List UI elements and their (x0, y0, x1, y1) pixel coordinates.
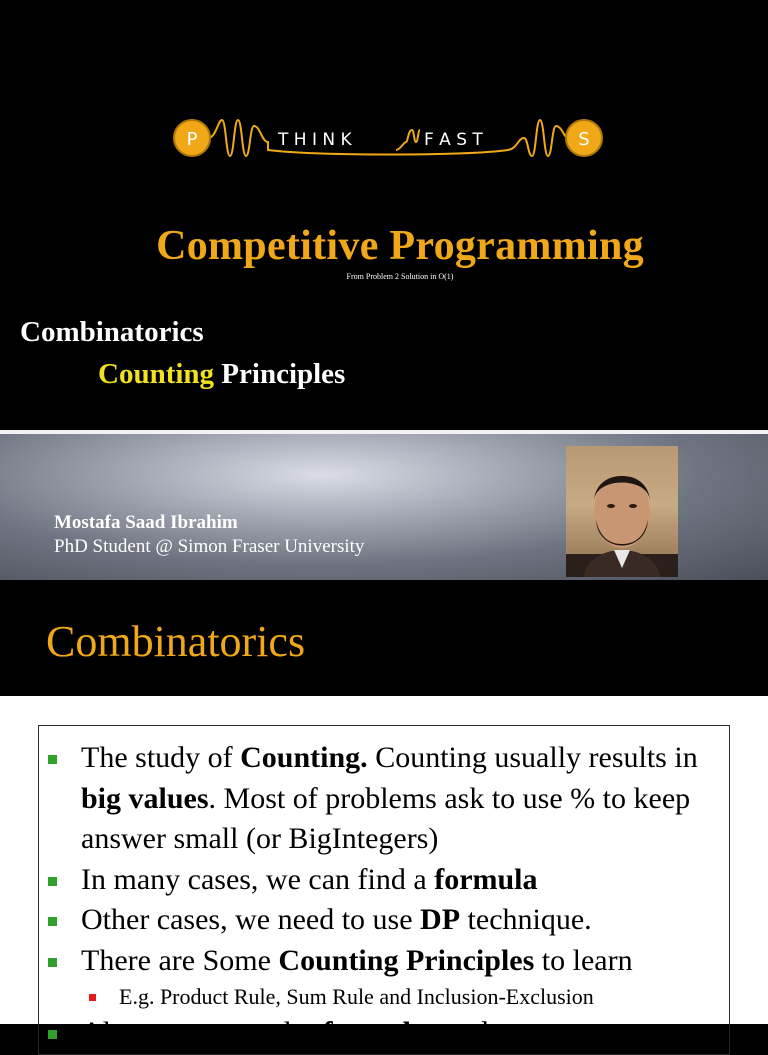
slide2-body (0, 696, 768, 1049)
bullet-item: Also, some popular formulas and sequences (39, 1013, 729, 1054)
slide-title: Competitive Programming (156, 223, 644, 269)
logo-left-letter: P (186, 129, 198, 150)
content-box (38, 725, 730, 1055)
subheading-rest: Principles (214, 358, 346, 390)
topic-subheading (98, 358, 345, 391)
think-fast-logo (168, 112, 608, 164)
topic-heading: Combinatorics (20, 316, 204, 348)
bullet-square-icon (48, 1030, 57, 1039)
bullet-square-icon (48, 958, 57, 967)
slide-subtitle: From Problem 2 Solution in O(1) (346, 272, 454, 281)
logo-word-fast: F A S T (424, 130, 483, 150)
slide2-title: Combinatorics (46, 617, 306, 666)
title-slide (0, 0, 768, 430)
author-band (0, 430, 768, 580)
subheading-highlight: Counting (98, 358, 215, 390)
slide2-header (0, 580, 768, 696)
author-photo (566, 446, 678, 577)
sub-bullet-square-icon (89, 994, 96, 1001)
bullet-square-icon (48, 877, 57, 886)
bullet-list (39, 738, 729, 1054)
bullet-item: There are Some Counting Principles to learn (39, 941, 729, 982)
sub-bullet-item: E.g. Product Rule, Sum Rule and Inclusion-Exclusion (39, 981, 729, 1013)
logo-right-letter: S (578, 129, 590, 150)
author-name: Mostafa Saad Ibrahim (54, 512, 238, 533)
bullet-item: Other cases, we need to use DP technique. (39, 900, 729, 941)
bullet-item: In many cases, we can find a formula (39, 860, 729, 901)
logo-word-think: T H I N K (278, 130, 352, 150)
bullet-item: The study of Counting. Counting usually results in big values. Most of problems ask to use % to keep answer small (or BigIntegers) (39, 738, 729, 860)
bullet-square-icon (48, 917, 57, 926)
bullet-square-icon (48, 755, 57, 764)
author-affiliation: PhD Student @ Simon Fraser University (54, 536, 365, 557)
